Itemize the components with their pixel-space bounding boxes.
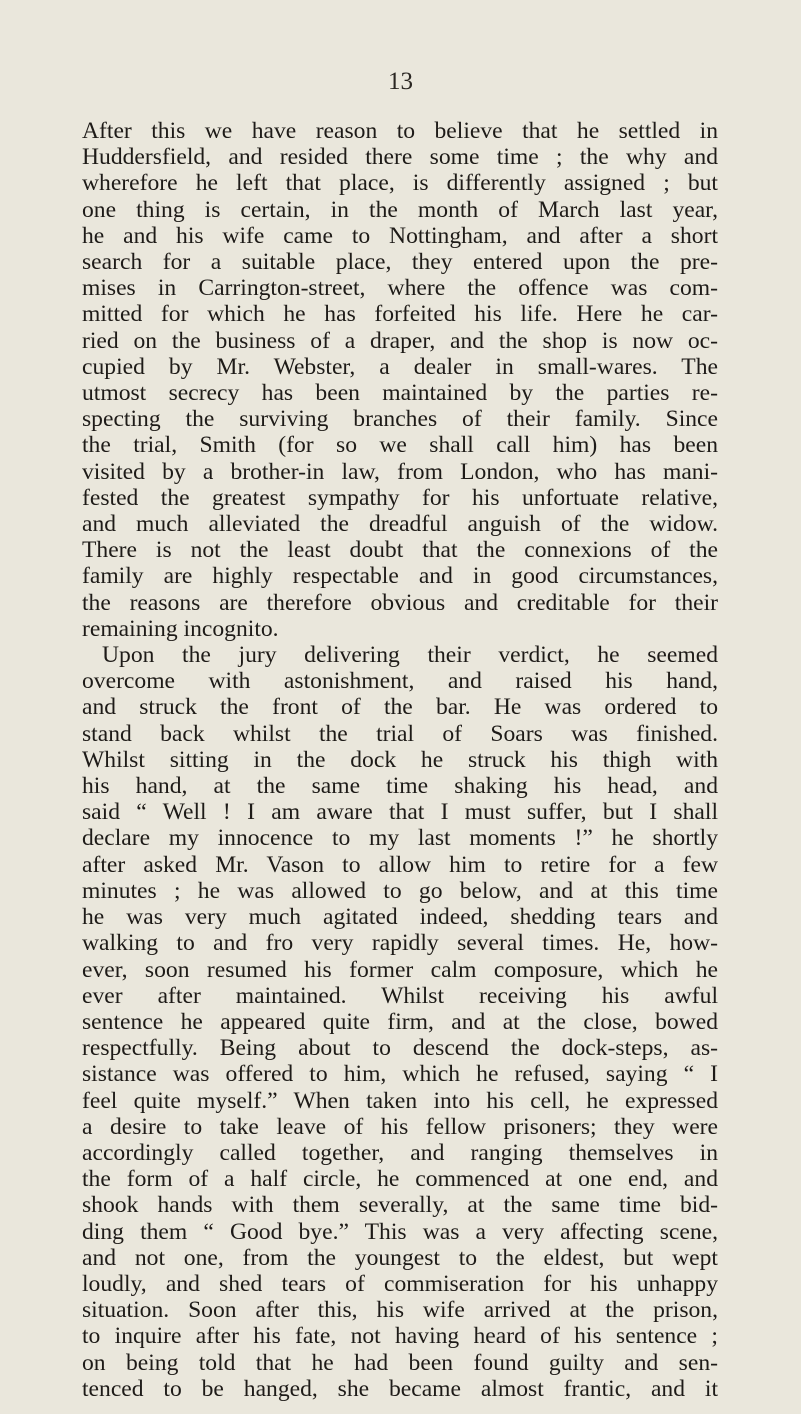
body-text bbox=[82, 118, 718, 1402]
text-line: respectfully. Being about to descend the dock-steps, as- bbox=[82, 1035, 718, 1062]
text-line: and not one, from the youngest to the eldest, but wept bbox=[82, 1244, 718, 1271]
text-line: visited by a brother-in law, from London, who has mani- bbox=[82, 458, 718, 485]
text-line: he was very much agitated indeed, shedding tears and bbox=[82, 904, 718, 931]
text-line: tenced to be hanged, she became almost frantic, and it bbox=[82, 1375, 718, 1402]
text-line: Upon the jury delivering their verdict, he seemed bbox=[102, 642, 718, 669]
text-line: sentence he appeared quite firm, and at the close, bowed bbox=[82, 1008, 718, 1035]
text-line: situation. Soon after this, his wife arrived at the prison, bbox=[82, 1297, 718, 1324]
text-line: the form of a half circle, he commenced at one end, and bbox=[82, 1166, 718, 1193]
text-line: said “ Well ! I am aware that I must suffer, but I shall bbox=[82, 799, 718, 826]
text-line: ever, soon resumed his former calm composure, which he bbox=[82, 956, 718, 983]
text-line: Whilst sitting in the dock he struck his thigh with bbox=[82, 746, 718, 773]
text-line: loudly, and shed tears of commiseration for his unhappy bbox=[82, 1270, 718, 1297]
text-line: ried on the business of a draper, and the shop is now oc- bbox=[82, 327, 718, 354]
text-line: family are highly respectable and in good circumstances, bbox=[82, 563, 718, 590]
text-line: ding them “ Good bye.” This was a very affecting scene, bbox=[82, 1218, 718, 1245]
text-line: a desire to take leave of his fellow prisoners; they were bbox=[82, 1113, 718, 1140]
text-line: fested the greatest sympathy for his unfortuate relative, bbox=[82, 484, 718, 511]
text-line: ever after maintained. Whilst receiving his awful bbox=[82, 982, 718, 1009]
text-line: he and his wife came to Nottingham, and after a short bbox=[82, 222, 718, 249]
text-line: remaining incognito. bbox=[82, 615, 279, 642]
text-line: mitted for which he has forfeited his life. Here he car- bbox=[82, 301, 718, 328]
text-line: specting the surviving branches of their family. Since bbox=[82, 406, 718, 433]
text-line: his hand, at the same time shaking his head, and bbox=[82, 773, 718, 800]
paragraph-1 bbox=[82, 118, 718, 642]
text-line: overcome with astonishment, and raised his hand, bbox=[82, 668, 718, 695]
paragraph-2 bbox=[82, 642, 718, 1402]
text-line: the reasons are therefore obvious and creditable for their bbox=[82, 589, 718, 616]
text-line: walking to and fro very rapidly several times. He, how- bbox=[82, 930, 718, 957]
text-line: mises in Carrington-street, where the offence was com- bbox=[82, 275, 718, 302]
text-line: There is not the least doubt that the connexions of the bbox=[82, 537, 718, 564]
text-line: one thing is certain, in the month of March last year, bbox=[82, 196, 718, 223]
text-line: feel quite myself.” When taken into his cell, he expressed bbox=[82, 1087, 718, 1114]
text-line: sistance was offered to him, which he refused, saying “ I bbox=[82, 1061, 718, 1088]
text-line: and much alleviated the dreadful anguish of the widow. bbox=[82, 511, 718, 538]
text-line: search for a suitable place, they entered upon the pre- bbox=[82, 249, 718, 276]
text-line: minutes ; he was allowed to go below, and at this time bbox=[82, 877, 718, 904]
text-line: the trial, Smith (for so we shall call him) has been bbox=[82, 432, 718, 459]
text-line: stand back whilst the trial of Soars was finished. bbox=[82, 720, 718, 747]
text-line: after asked Mr. Vason to allow him to retire for a few bbox=[82, 851, 718, 878]
text-line: cupied by Mr. Webster, a dealer in small-wares. The bbox=[82, 353, 718, 380]
text-line: accordingly called together, and ranging themselves in bbox=[82, 1139, 718, 1166]
page-number: 13 bbox=[388, 68, 413, 95]
text-line: to inquire after his fate, not having heard of his sentence ; bbox=[82, 1323, 718, 1350]
text-line: Huddersfield, and resided there some time ; the why and bbox=[82, 144, 718, 171]
text-line: and struck the front of the bar. He was ordered to bbox=[82, 694, 718, 721]
text-line: utmost secrecy has been maintained by the parties re- bbox=[82, 380, 718, 407]
text-line: After this we have reason to believe that he settled in bbox=[82, 118, 718, 144]
text-line: shook hands with them severally, at the same time bid- bbox=[82, 1192, 718, 1219]
text-line: on being told that he had been found guilty and sen- bbox=[82, 1349, 718, 1376]
text-line: declare my innocence to my last moments !” he shortly bbox=[82, 825, 718, 852]
text-line: wherefore he left that place, is differently assigned ; but bbox=[82, 170, 718, 197]
